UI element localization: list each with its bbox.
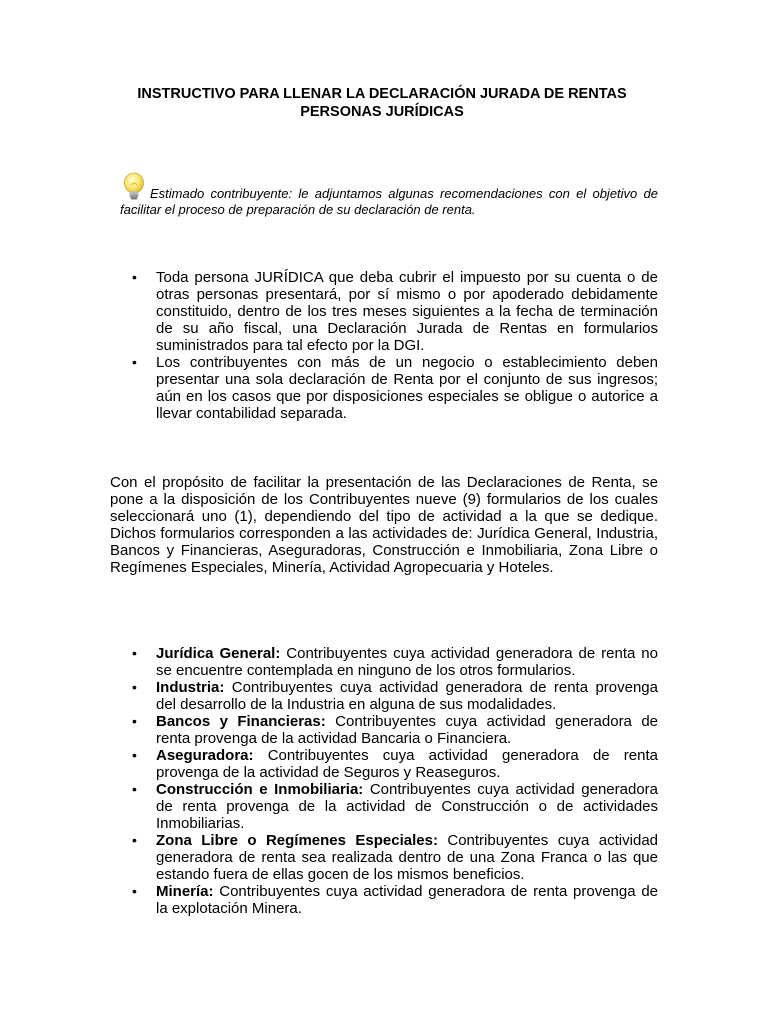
form-description: Contribuyentes cuya actividad generadora de renta provenga de la explotación Minera. [156, 883, 658, 917]
list-item [110, 832, 658, 883]
list-item [110, 713, 658, 747]
form-description: Contribuyentes cuya actividad generadora de renta provenga de la actividad Bancaria o Financiera. [156, 713, 659, 747]
list-item [110, 645, 658, 679]
list-item: • Toda persona JURÍDICA que deba cubrir el impuesto por su cuenta o de otras personas presentará, por sí mismo o por apoderado debidamente constituido, dentro de los tres meses siguientes a la fecha de terminación de su año fiscal, una Declaración Jurada de Rentas en formularios suministrados para tal efecto por la DGI. [110, 269, 658, 354]
lightbulb-icon [120, 172, 148, 202]
tip-text: Estimado contribuyente: le adjuntamos algunas recomendaciones con el objetivo de facilitar el proceso de preparación de su declaración de renta. [120, 186, 658, 217]
list-item [110, 679, 658, 713]
list-item: • Los contribuyentes con más de un negocio o establecimiento deben presentar una sola declaración de Renta por el conjunto de sus ingresos; aún en los casos que por disposiciones especiales se obligue o autorice a llevar contabilidad separada. [110, 354, 658, 422]
form-description: Contribuyentes cuya actividad generadora de renta provenga de la actividad de Construcción o de actividades Inmobiliarias. [156, 781, 658, 832]
list-item [110, 781, 658, 832]
form-description: Contribuyentes cuya actividad generadora de renta sea realizada dentro de una Zona Franca o las que estando fuera de ellas gocen de los mismos beneficios. [156, 832, 659, 883]
form-description: Contribuyentes cuya actividad generadora de renta provenga de la actividad de Seguros y Reaseguros. [156, 747, 658, 781]
form-term: Jurídica General: [156, 645, 281, 662]
list-item [110, 883, 658, 917]
form-term: Industria: [156, 679, 225, 696]
title-line-1: INSTRUCTIVO PARA LLENAR LA DECLARACIÓN JURADA DE RENTAS [137, 86, 627, 102]
tip-note [120, 172, 658, 218]
form-term: Minería: [156, 883, 214, 900]
intro-bullet-list [110, 269, 658, 422]
form-term: Bancos y Financieras: [156, 713, 326, 730]
form-term: Zona Libre o Regímenes Especiales: [156, 832, 438, 849]
title-line-2: PERSONAS JURÍDICAS [300, 104, 464, 120]
form-description: Contribuyentes cuya actividad generadora de renta no se encuentre contemplada en ninguno de los otros formularios. [156, 645, 658, 679]
forms-bullet-list [110, 645, 658, 917]
document-title [100, 85, 664, 121]
list-item [110, 747, 658, 781]
forms-intro-paragraph: Con el propósito de facilitar la presentación de las Declaraciones de Renta, se pone a la disposición de los Contribuyentes nueve (9) formularios de los cuales seleccionará uno (1), dependiendo del tipo de actividad a la que se dedique. Dichos formularios corresponden a las actividades de: Jurídica General, Industria, Bancos y Financieras, Aseguradoras, Construcción e Inmobiliaria, Zona Libre o Regímenes Especiales, Minería, Actividad Agropecuaria y Hoteles. [110, 474, 658, 576]
form-term: Aseguradora: [156, 747, 254, 764]
form-term: Construcción e Inmobiliaria: [156, 781, 364, 798]
form-description: Contribuyentes cuya actividad generadora de renta provenga del desarrollo de la Industria en alguna de sus modalidades. [156, 679, 658, 713]
